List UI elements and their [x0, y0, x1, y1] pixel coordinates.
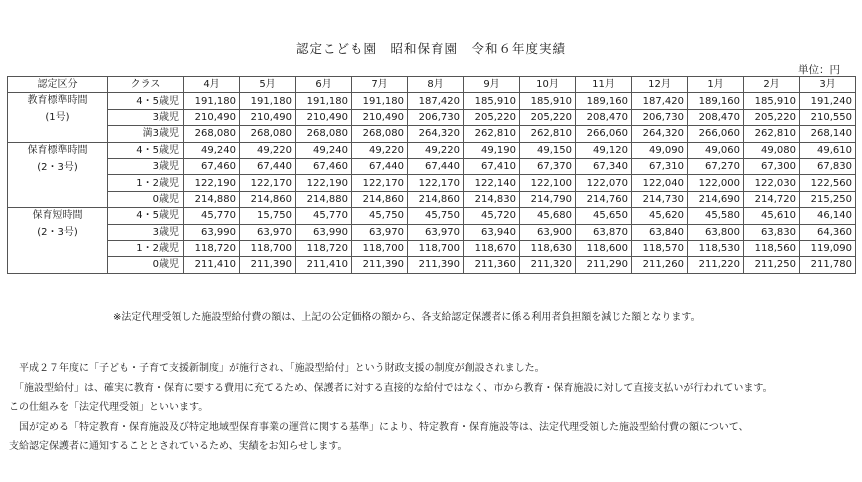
amount-cell: 46,140 — [800, 208, 856, 224]
amount-cell: 63,900 — [520, 224, 576, 240]
amount-cell: 214,880 — [184, 191, 240, 207]
class-cell: 3歳児 — [108, 158, 184, 174]
column-header: 7月 — [352, 77, 408, 93]
amount-cell: 49,220 — [240, 142, 296, 158]
amount-cell: 205,220 — [520, 109, 576, 125]
amount-cell: 45,720 — [464, 208, 520, 224]
amount-cell: 122,040 — [632, 175, 688, 191]
amount-cell: 211,220 — [688, 257, 744, 273]
amount-cell: 45,750 — [408, 208, 464, 224]
amount-cell: 63,840 — [632, 224, 688, 240]
amount-cell: 266,060 — [688, 126, 744, 142]
amount-cell: 49,240 — [296, 142, 352, 158]
amount-cell: 122,170 — [352, 175, 408, 191]
amount-cell: 268,140 — [800, 126, 856, 142]
amount-cell: 214,860 — [352, 191, 408, 207]
paragraph-line: この仕組みを「法定代理受領」といいます。 — [9, 402, 209, 413]
amount-cell: 118,720 — [296, 240, 352, 256]
class-cell: 4・5歳児 — [108, 208, 184, 224]
amount-cell: 45,610 — [744, 208, 800, 224]
page-title: 認定こども園 昭和保育園 令和６年度実績 — [295, 41, 566, 56]
table-row — [8, 109, 856, 125]
amount-cell: 45,580 — [688, 208, 744, 224]
amount-cell: 63,940 — [464, 224, 520, 240]
table-row — [8, 175, 856, 191]
class-cell: 3歳児 — [108, 224, 184, 240]
amount-cell: 189,160 — [576, 93, 632, 109]
amount-cell: 191,240 — [800, 93, 856, 109]
table-row — [8, 224, 856, 240]
class-cell: 満3歳児 — [108, 126, 184, 142]
amount-cell: 211,390 — [240, 257, 296, 273]
amount-cell: 215,250 — [800, 191, 856, 207]
amount-cell: 211,290 — [576, 257, 632, 273]
amount-cell: 205,220 — [464, 109, 520, 125]
category-number: (2・3号) — [37, 161, 78, 173]
class-cell: 4・5歳児 — [108, 93, 184, 109]
amount-cell: 67,460 — [296, 158, 352, 174]
amount-cell: 63,800 — [688, 224, 744, 240]
amount-cell: 45,750 — [352, 208, 408, 224]
amount-cell: 67,310 — [632, 158, 688, 174]
column-header: 認定区分 — [8, 77, 108, 93]
table-body — [8, 93, 856, 273]
column-header: クラス — [108, 77, 184, 93]
amount-cell: 118,720 — [184, 240, 240, 256]
amount-cell: 211,320 — [520, 257, 576, 273]
column-header: 3月 — [800, 77, 856, 93]
amount-cell: 49,060 — [688, 142, 744, 158]
amount-cell: 185,910 — [464, 93, 520, 109]
category-cell — [8, 142, 108, 208]
amount-cell: 49,610 — [800, 142, 856, 158]
amount-cell: 49,120 — [576, 142, 632, 158]
explanation-text — [9, 359, 773, 457]
table-row — [8, 142, 856, 158]
amount-cell: 67,270 — [688, 158, 744, 174]
amount-cell: 187,420 — [632, 93, 688, 109]
amount-cell: 210,490 — [240, 109, 296, 125]
amount-cell: 122,070 — [576, 175, 632, 191]
amount-cell: 45,680 — [520, 208, 576, 224]
amount-cell: 118,670 — [464, 240, 520, 256]
amount-cell: 45,650 — [576, 208, 632, 224]
table-row — [8, 257, 856, 273]
amount-cell: 118,600 — [576, 240, 632, 256]
amount-cell: 49,240 — [184, 142, 240, 158]
amount-cell: 185,910 — [744, 93, 800, 109]
category-cell — [8, 208, 108, 274]
amount-cell: 264,320 — [632, 126, 688, 142]
amount-cell: 214,730 — [632, 191, 688, 207]
column-header: 1月 — [688, 77, 744, 93]
amount-cell: 214,860 — [408, 191, 464, 207]
amount-cell: 63,990 — [184, 224, 240, 240]
amount-cell: 67,440 — [408, 158, 464, 174]
amount-cell: 122,170 — [408, 175, 464, 191]
amount-cell: 191,180 — [352, 93, 408, 109]
amount-cell: 63,870 — [576, 224, 632, 240]
column-header: 10月 — [520, 77, 576, 93]
amount-cell: 268,080 — [296, 126, 352, 142]
table-row — [8, 158, 856, 174]
amount-cell: 49,150 — [520, 142, 576, 158]
amount-cell: 67,460 — [184, 158, 240, 174]
paragraph-line: 平成２７年度に「子ども・子育て支援新制度」が施行され、「施設型給付」という財政支援の制度が創設されました。 — [9, 363, 545, 374]
amount-cell: 214,720 — [744, 191, 800, 207]
amount-cell: 122,560 — [800, 175, 856, 191]
amount-cell: 189,160 — [688, 93, 744, 109]
category-name: 保育短時間 — [32, 210, 83, 222]
amount-cell: 266,060 — [576, 126, 632, 142]
amount-cell: 118,700 — [240, 240, 296, 256]
amount-cell: 67,410 — [464, 158, 520, 174]
amount-cell: 67,440 — [352, 158, 408, 174]
class-cell: 1・2歳児 — [108, 175, 184, 191]
amount-cell: 268,080 — [184, 126, 240, 142]
table-row — [8, 208, 856, 224]
amount-cell: 118,700 — [352, 240, 408, 256]
amount-cell: 122,000 — [688, 175, 744, 191]
table-header-row — [8, 77, 856, 93]
column-header: 11月 — [576, 77, 632, 93]
amount-cell: 119,090 — [800, 240, 856, 256]
amount-cell: 63,970 — [352, 224, 408, 240]
amount-cell: 214,860 — [240, 191, 296, 207]
amount-cell: 63,830 — [744, 224, 800, 240]
amount-cell: 191,180 — [296, 93, 352, 109]
amount-cell: 64,360 — [800, 224, 856, 240]
class-cell: 3歳児 — [108, 109, 184, 125]
paragraph-line: 国が定める「特定教育・保育施設及び特定地域型保育事業の運営に関する基準」により、特定教育・保育施設等は、法定代理受領した施設型給付費の額について、 — [9, 421, 749, 433]
amount-cell: 208,470 — [688, 109, 744, 125]
amount-cell: 63,970 — [408, 224, 464, 240]
amount-cell: 67,440 — [240, 158, 296, 174]
amount-cell: 187,420 — [408, 93, 464, 109]
column-header: 4月 — [184, 77, 240, 93]
amount-cell: 206,730 — [408, 109, 464, 125]
amount-cell: 122,190 — [296, 175, 352, 191]
amount-cell: 211,390 — [408, 257, 464, 273]
category-name: 保育標準時間 — [27, 144, 88, 156]
class-cell: 1・2歳児 — [108, 240, 184, 256]
amount-cell: 211,390 — [352, 257, 408, 273]
amount-cell: 262,810 — [520, 126, 576, 142]
category-name: 教育標準時間 — [27, 95, 88, 107]
amount-cell: 211,250 — [744, 257, 800, 273]
amount-cell: 63,970 — [240, 224, 296, 240]
amount-cell: 205,220 — [744, 109, 800, 125]
category-cell — [8, 93, 108, 142]
amount-cell: 185,910 — [520, 93, 576, 109]
amount-cell: 122,140 — [464, 175, 520, 191]
table-row — [8, 191, 856, 207]
amount-cell: 208,470 — [576, 109, 632, 125]
amount-cell: 210,490 — [352, 109, 408, 125]
amount-cell: 268,080 — [240, 126, 296, 142]
amount-cell: 211,360 — [464, 257, 520, 273]
amount-cell: 211,780 — [800, 257, 856, 273]
amount-cell: 191,180 — [184, 93, 240, 109]
amount-cell: 67,370 — [520, 158, 576, 174]
category-number: (2・3号) — [37, 227, 78, 239]
table-row — [8, 126, 856, 142]
column-header: 9月 — [464, 77, 520, 93]
amount-cell: 45,770 — [184, 208, 240, 224]
unit-label: 単位：円 — [798, 64, 840, 76]
amount-cell: 214,790 — [520, 191, 576, 207]
column-header: 2月 — [744, 77, 800, 93]
amount-cell: 118,630 — [520, 240, 576, 256]
amount-cell: 122,030 — [744, 175, 800, 191]
amount-cell: 49,220 — [352, 142, 408, 158]
column-header: 8月 — [408, 77, 464, 93]
amount-cell: 210,490 — [296, 109, 352, 125]
footnote: ※法定代理受領した施設型給付費の額は、上記の公定価格の額から、各支給認定保護者に係る利用者負担額を減じた額となります。 — [113, 312, 701, 323]
amount-cell: 49,220 — [408, 142, 464, 158]
amount-cell: 118,560 — [744, 240, 800, 256]
amount-cell: 262,810 — [464, 126, 520, 142]
amount-cell: 264,320 — [408, 126, 464, 142]
class-cell: 0歳児 — [108, 191, 184, 207]
amount-cell: 210,550 — [800, 109, 856, 125]
amount-cell: 214,690 — [688, 191, 744, 207]
column-header: 5月 — [240, 77, 296, 93]
amount-cell: 206,730 — [632, 109, 688, 125]
amount-cell: 67,340 — [576, 158, 632, 174]
column-header: 12月 — [632, 77, 688, 93]
amount-cell: 45,620 — [632, 208, 688, 224]
amount-cell: 211,410 — [184, 257, 240, 273]
amount-cell: 122,170 — [240, 175, 296, 191]
amount-cell: 211,410 — [296, 257, 352, 273]
table-row — [8, 240, 856, 256]
amount-cell: 211,260 — [632, 257, 688, 273]
amount-cell: 268,080 — [352, 126, 408, 142]
amount-cell: 49,090 — [632, 142, 688, 158]
amount-cell: 210,490 — [184, 109, 240, 125]
amount-cell: 191,180 — [240, 93, 296, 109]
paragraph-line: 「施設型給付」は、確実に教育・保育に要する費用に充てるため、保護者に対する直接的な給付ではなく、市から教育・保育施設に対して直接支払いが行われています。 — [9, 382, 773, 394]
amount-cell: 63,990 — [296, 224, 352, 240]
amount-cell: 214,830 — [464, 191, 520, 207]
amount-cell: 214,880 — [296, 191, 352, 207]
fee-table — [7, 76, 856, 274]
amount-cell: 67,300 — [744, 158, 800, 174]
amount-cell: 118,700 — [408, 240, 464, 256]
class-cell: 0歳児 — [108, 257, 184, 273]
class-cell: 4・5歳児 — [108, 142, 184, 158]
amount-cell: 122,100 — [520, 175, 576, 191]
amount-cell: 67,830 — [800, 158, 856, 174]
table-row — [8, 93, 856, 109]
paragraph-line: 支給認定保護者に通知することとされているため、実績をお知らせします。 — [9, 441, 348, 452]
amount-cell: 15,750 — [240, 208, 296, 224]
amount-cell: 118,570 — [632, 240, 688, 256]
amount-cell: 122,190 — [184, 175, 240, 191]
amount-cell: 49,190 — [464, 142, 520, 158]
amount-cell: 49,080 — [744, 142, 800, 158]
amount-cell: 214,760 — [576, 191, 632, 207]
column-header: 6月 — [296, 77, 352, 93]
amount-cell: 262,810 — [744, 126, 800, 142]
amount-cell: 118,530 — [688, 240, 744, 256]
category-number: (1号) — [45, 112, 70, 124]
amount-cell: 45,770 — [296, 208, 352, 224]
